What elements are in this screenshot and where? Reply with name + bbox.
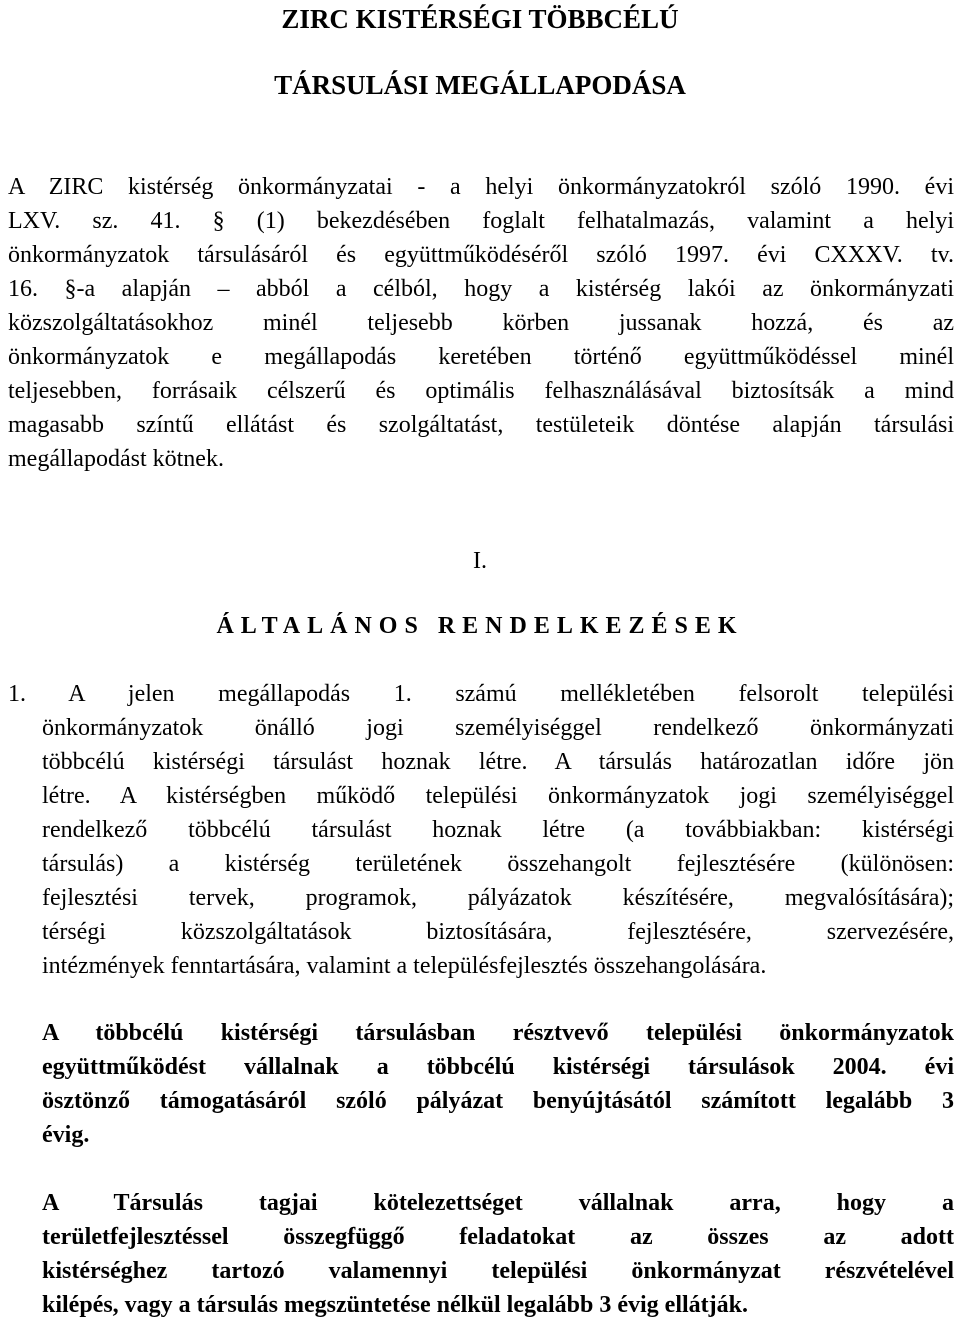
cooperation-paragraph: [42, 1016, 954, 1152]
article-1-line: önkormányzatok önálló jogi személyiséggel rendelkező önkormányzati: [42, 715, 954, 741]
document-title-line-2: TÁRSULÁSI MEGÁLLAPODÁSA: [274, 70, 686, 100]
document-title-line-1: ZIRC KISTÉRSÉGI TÖBBCÉLÚ: [281, 4, 679, 34]
section-number: I.: [473, 548, 487, 574]
obligation-line: területfejlesztéssel összegfüggő feladatokat az összes az adott: [42, 1224, 954, 1250]
intro-paragraph: [8, 170, 954, 476]
intro-line: LXV. sz. 41. § (1) bekezdésében foglalt felhatalmazás, valamint a helyi: [8, 208, 954, 234]
article-1-line: többcélú kistérségi társulást hoznak létre. A társulás határozatlan időre jön: [42, 749, 954, 775]
cooperation-line: A többcélú kistérségi társulásban résztvevő települési önkormányzatok: [42, 1020, 954, 1046]
obligation-line: kistérséghez tartozó valamennyi települési önkormányzat részvételével: [42, 1258, 954, 1284]
article-1-paragraph: [8, 677, 954, 983]
intro-line: A ZIRC kistérség önkormányzatai - a helyi önkormányzatokról szóló 1990. évi: [8, 174, 954, 200]
article-1-line: létre. A kistérségben működő települési önkormányzatok jogi személyiséggel: [42, 783, 954, 809]
article-1-line: fejlesztési tervek, programok, pályázatok készítésére, megvalósítására);: [42, 885, 954, 911]
intro-line: önkormányzatok e megállapodás keretében történő együttműködéssel minél: [8, 344, 954, 370]
intro-line: önkormányzatok társulásáról és együttműködéséről szóló 1997. évi CXXXV. tv.: [8, 242, 954, 268]
section-title: ÁLTALÁNOS RENDELKEZÉSEK: [216, 613, 744, 639]
obligation-line: A Társulás tagjai kötelezettséget vállalnak arra, hogy a: [42, 1190, 954, 1216]
article-1-line: intézmények fenntartására, valamint a településfejlesztés összehangolására.: [42, 953, 767, 979]
article-1-line: 1. A jelen megállapodás 1. számú mellékletében felsorolt települési: [8, 681, 954, 707]
cooperation-line: évig.: [42, 1122, 90, 1148]
intro-line: teljesebben, forrásaik célszerű és optimális felhasználásával biztosítsák a mind: [8, 378, 954, 404]
intro-line: 16. §-a alapján – abból a célból, hogy a kistérség lakói az önkormányzati: [8, 276, 954, 302]
article-1-line: rendelkező többcélú társulást hoznak létre (a továbbiakban: kistérségi: [42, 817, 954, 843]
intro-line: megállapodást kötnek.: [8, 446, 224, 472]
article-1-line: társulás) a kistérség területének összehangolt fejlesztésére (különösen:: [42, 851, 954, 877]
cooperation-line: ösztönző támogatásáról szóló pályázat benyújtásától számított legalább 3: [42, 1088, 954, 1114]
intro-line: magasabb színtű ellátást és szolgáltatást, testületeik döntése alapján társulási: [8, 412, 954, 438]
obligation-line: kilépés, vagy a társulás megszüntetése nélkül legalább 3 évig ellátják.: [42, 1292, 748, 1318]
obligation-paragraph: [42, 1186, 954, 1322]
intro-line: közszolgáltatásokhoz minél teljesebb körben jussanak hozzá, és az: [8, 310, 954, 336]
cooperation-line: együttműködést vállalnak a többcélú kistérségi társulások 2004. évi: [42, 1054, 954, 1080]
article-1-line: térségi közszolgáltatások biztosítására, fejlesztésére, szervezésére,: [42, 919, 954, 945]
